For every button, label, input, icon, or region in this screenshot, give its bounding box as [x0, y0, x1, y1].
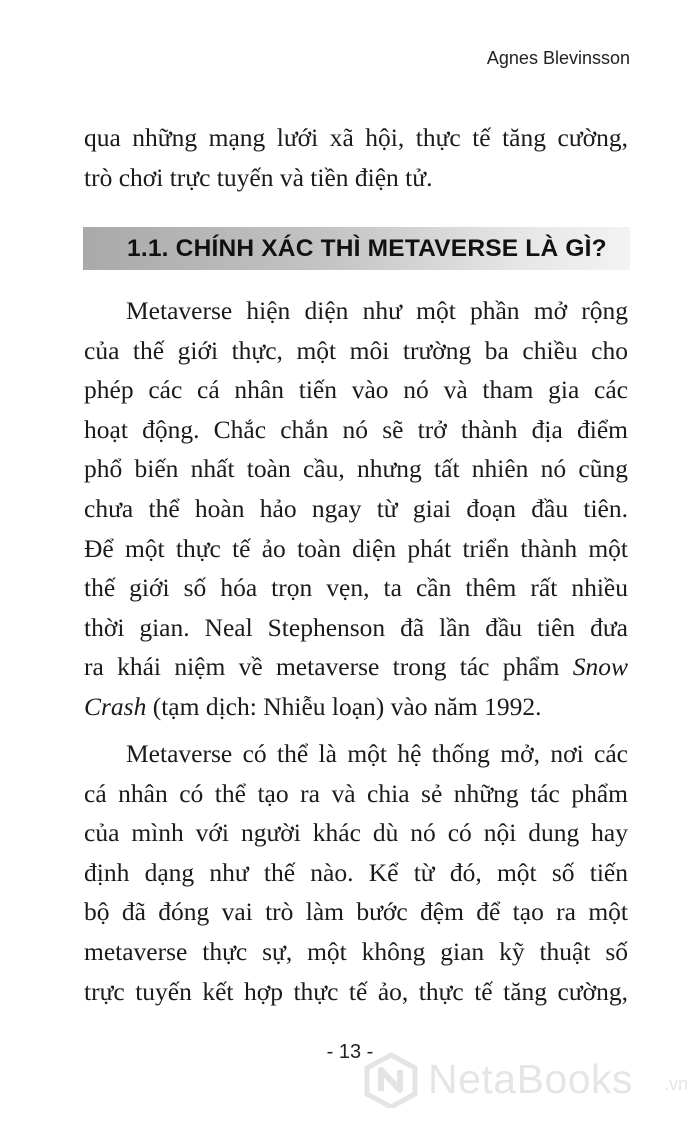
page-number: - 13 -: [326, 1041, 374, 1063]
paragraph-1: [84, 291, 628, 727]
intro-paragraph: [84, 118, 628, 197]
text-line: phép các cá nhân tiến vào nó và tham gia các: [84, 375, 628, 405]
text-line: bộ đã đóng vai trò làm bước đệm để tạo ra một: [84, 897, 628, 927]
running-head: Agnes Blevinsson: [486, 48, 630, 68]
text-line: cá nhân có thể tạo ra và chia sẻ những tác phẩm: [84, 778, 628, 808]
text-fragment: ra khái niệm về metaverse trong tác phẩm: [84, 652, 573, 682]
watermark-brand: NetaBooks: [428, 1056, 634, 1102]
netabooks-logo-icon: [362, 1052, 420, 1108]
text-line: metaverse thực sự, một không gian kỹ thuật số: [84, 936, 628, 966]
text-line: thời gian. Neal Stephenson đã lần đầu tiên đưa: [84, 612, 628, 642]
book-title-italic: Crash: [84, 691, 147, 721]
section-heading-bar: [83, 227, 630, 270]
text-fragment: (tạm dịch: Nhiễu loạn) vào năm 1992.: [146, 691, 542, 721]
text-line: Metaverse hiện diện như một phần mở rộng: [126, 296, 628, 325]
text-line: phổ biến nhất toàn cầu, nhưng tất nhiên nó cũng: [84, 454, 628, 484]
watermark-suffix: .vn: [664, 1074, 689, 1094]
text-line: hoạt động. Chắc chắn nó sẽ trở thành địa điểm: [84, 414, 628, 444]
watermark: [362, 1052, 692, 1108]
section-heading: 1.1. CHÍNH XÁC THÌ METAVERSE LÀ GÌ?: [127, 235, 607, 262]
text-line: Để một thực tế ảo toàn diện phát triển thành một: [84, 533, 628, 563]
text-line: của mình với người khác dù nó có nội dung hay: [84, 818, 628, 848]
text-line: trò chơi trực tuyến và tiền điện tử.: [84, 162, 433, 192]
text-line: trực tuyến kết hợp thực tế ảo, thực tế tăng cường,: [84, 976, 628, 1006]
text-line: chưa thể hoàn hảo ngay từ giai đoạn đầu tiên.: [84, 493, 628, 523]
text-line: thế giới số hóa trọn vẹn, ta cần thêm rất nhiều: [84, 573, 628, 603]
book-title-italic: Snow: [572, 652, 628, 682]
text-line: Metaverse có thể là một hệ thống mở, nơi các: [126, 739, 628, 768]
text-line: [84, 647, 628, 687]
text-line: qua những mạng lưới xã hội, thực tế tăng cường,: [84, 123, 628, 152]
paragraph-2: [84, 734, 628, 1011]
text-line: [84, 687, 628, 727]
text-line: định dạng như thế nào. Kể từ đó, một số tiến: [84, 857, 628, 887]
text-line: của thế giới thực, một môi trường ba chiều cho: [84, 335, 628, 365]
